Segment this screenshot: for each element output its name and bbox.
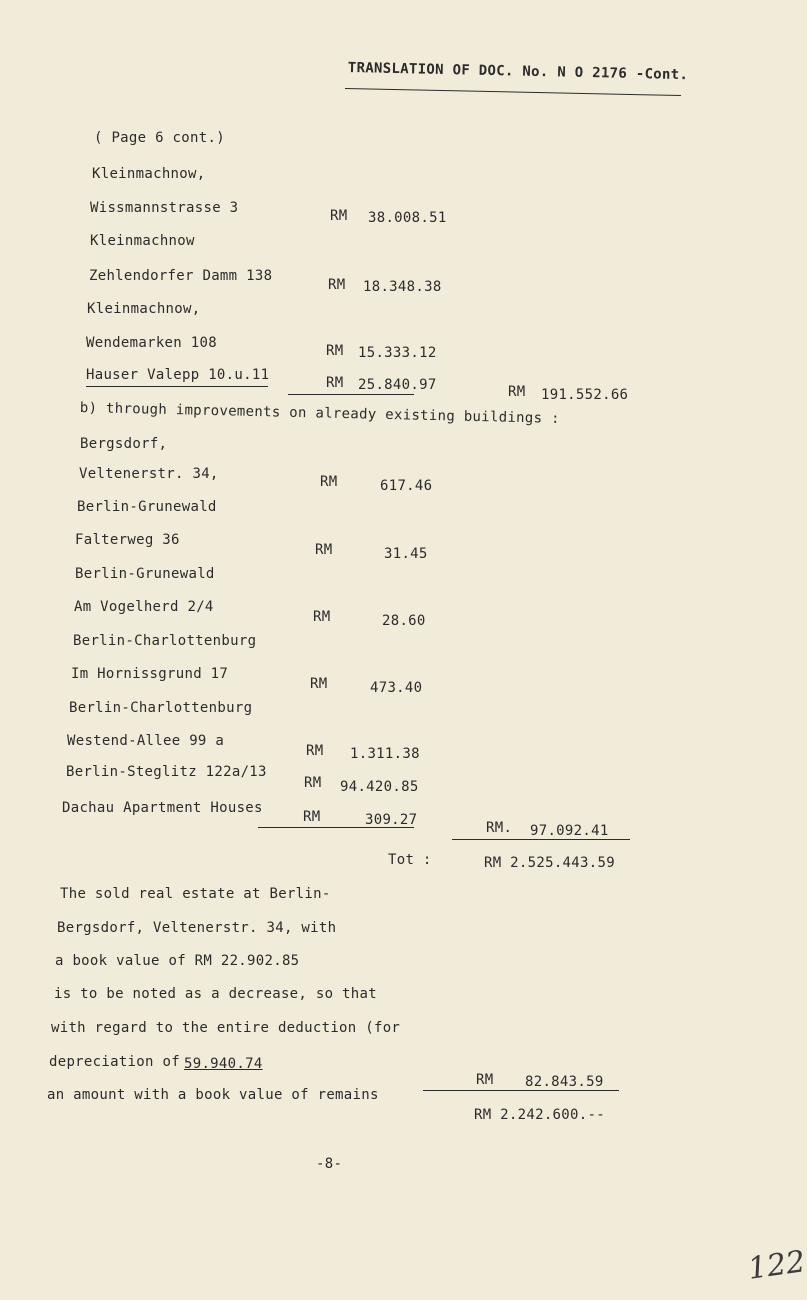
rm-label: RM [304,775,322,791]
page-continuation-note: ( Page 6 cont.) [94,130,225,146]
total-value: RM 2.525.443.59 [484,855,615,871]
total-label: Tot : [388,852,432,868]
address-line: Kleinmachnow, [92,166,206,182]
address-line: Veltenerstr. 34, [79,466,219,482]
rm-label: RM. [486,820,513,836]
paragraph-line: Bergsdorf, Veltenerstr. 34, with [57,920,337,936]
rm-label: RM [310,676,328,692]
amount: 28.60 [382,613,426,629]
amount: 309.27 [365,812,418,828]
rm-label: RM [303,809,321,825]
rm-label: RM [328,277,346,293]
subtotal-a-amount: 191.552.66 [541,387,629,403]
remaining-value: RM 2.242.600.-- [474,1107,605,1123]
rm-label: RM [330,208,348,224]
address-line: Berlin-Grunewald [77,499,217,515]
address-line: Im Hornissgrund 17 [71,666,229,682]
rm-label: RM [508,384,526,400]
address-line: Berlin-Grunewald [75,566,215,582]
address-line: Westend-Allee 99 a [67,733,225,749]
amount: 38.008.51 [368,210,447,226]
subtotal-b-amount: 97.092.41 [530,823,609,839]
deduction-rule [423,1090,619,1091]
paragraph-line: The sold real estate at Berlin- [60,886,331,902]
address-line: Bergsdorf, [80,436,168,452]
paragraph-line: an amount with a book value of remains [47,1087,379,1103]
handwritten-page-mark: 122 [745,1244,807,1287]
address-line: Hauser Valepp 10.u.11 [86,367,270,383]
paragraph-line: depreciation of [49,1054,180,1070]
address-line: Dachau Apartment Houses [62,800,263,816]
rm-label: RM [306,743,324,759]
subtotal-rule [288,394,414,395]
paragraph-line: is to be noted as a decrease, so that [54,986,377,1002]
depreciation-amount: 59.940.74 [184,1056,263,1072]
deduction-amount: 82.843.59 [525,1074,604,1090]
rm-label: RM [476,1072,494,1088]
address-underline [86,386,268,387]
amount: 31.45 [384,546,428,562]
paragraph-line: with regard to the entire deduction (for [51,1020,401,1036]
address-line: Berlin-Charlottenburg [69,700,253,716]
address-line: Am Vogelherd 2/4 [74,599,214,615]
rm-label: RM [313,609,331,625]
amount: 1.311.38 [350,746,420,762]
address-line: Zehlendorfer Damm 138 [89,268,273,284]
address-line: Falterweg 36 [75,532,180,548]
address-line: Wissmannstrasse 3 [90,200,239,216]
address-line: Berlin-Steglitz 122a/13 [66,764,267,780]
address-line: Wendemarken 108 [86,335,217,351]
amount: 15.333.12 [358,345,437,361]
amount: 25.840.97 [358,377,437,393]
amount: 94.420.85 [340,779,419,795]
address-line: Berlin-Charlottenburg [73,633,257,649]
rm-label: RM [320,474,338,490]
total-rule [452,839,630,840]
paragraph-line: a book value of RM 22.902.85 [55,953,300,969]
amount: 473.40 [370,680,423,696]
rm-label: RM [326,343,344,359]
doc-header: TRANSLATION OF DOC. No. N O 2176 -Cont. [347,60,689,84]
section-b-title: b) through improvements on already existing buildings : [79,400,560,427]
address-line: Kleinmachnow, [87,301,201,317]
page-number: -8- [316,1156,343,1172]
amount: 617.46 [380,478,433,494]
header-rule [345,88,681,96]
address-line: Kleinmachnow [90,233,195,249]
amount: 18.348.38 [363,279,442,295]
rm-label: RM [315,542,333,558]
rm-label: RM [326,375,344,391]
